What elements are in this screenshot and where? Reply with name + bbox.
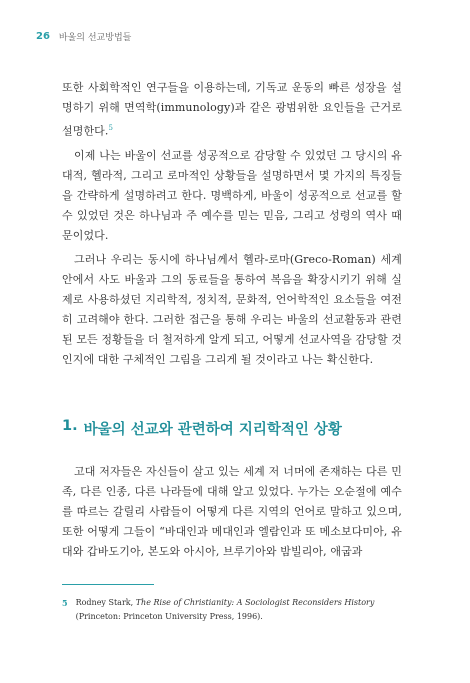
section-body bbox=[62, 462, 402, 562]
paragraph: 이제 나는 바울이 선교를 성공적으로 감당할 수 있었던 그 당시의 유대적, 헬라적, 그리고 로마적인 상황들을 설명하면서 몇 가지의 특징들을 간략하게 설명하려고 한다. 명백하게, 바울이 성공적으로 선교를 할 수 있었던 것은 하나님과 주 예수를 믿는 믿음, 그리고 성령의 역사 때문이었다. bbox=[62, 148, 402, 242]
section-title: 바울의 선교와 관련하여 지리학적인 상황 bbox=[83, 422, 342, 438]
section-heading bbox=[62, 418, 402, 439]
footnote-book-title: The Rise of Christianity: A Sociologist Reconsiders History bbox=[135, 598, 375, 607]
running-title: 바울의 선교방법들 bbox=[58, 33, 132, 43]
paragraph-text: 또한 사회학적인 연구들을 이용하는데, 기독교 운동의 빠른 성장을 설명하기 위해 면역학(immunology)과 같은 광범위한 요인들을 근거로 설명한다. bbox=[62, 81, 402, 138]
paragraph bbox=[62, 78, 402, 142]
footnote-number: 5 bbox=[62, 598, 68, 608]
footnote-divider bbox=[62, 584, 154, 585]
section-number: 1. bbox=[62, 418, 78, 434]
paragraph: 고대 저자들은 자신들이 살고 있는 세계 저 너머에 존재하는 다른 민족, 다른 인종, 다른 나라들에 대해 알고 있었다. 누가는 오순절에 예수를 따르는 갈릴리 사람들이 어떻게 다른 지역의 언어로 말하고 있으며, 또한 어떻게 그들이 “바대인과 메대인과 엘람인과 또 메소보다미아, 유대와 갑바도기아, 본도와 아시아, 브루기아와 밤빌리아, 애굽과 bbox=[62, 465, 402, 558]
page-number: 26 bbox=[36, 31, 50, 42]
body-text bbox=[62, 78, 402, 374]
footnote-publisher: (Princeton: Princeton University Press, 1996). bbox=[75, 612, 263, 621]
footnote-text bbox=[76, 596, 402, 624]
page-header bbox=[36, 30, 131, 43]
paragraph: 그러나 우리는 동시에 하나님께서 헬라-로마(Greco-Roman) 세계 안에서 사도 바울과 그의 동료들을 통하여 복음을 확장시키기 위해 실제로 사용하셨던 지리학적, 정치적, 문화적, 언어학적인 요소들을 여전히 고려해야 한다. 그러한 접근을 통해 우리는 바울의 선교활동과 관련된 모든 정황들을 더 철저하게 알게 되고, 어떻게 선교사역을 감당할 것인지에 대한 구체적인 그림을 그리게 될 것이라고 나는 확신한다. bbox=[62, 252, 402, 366]
footnote bbox=[62, 596, 402, 624]
footnote-ref[interactable]: 5 bbox=[108, 124, 114, 132]
footnote-author: Rodney Stark, bbox=[75, 598, 134, 607]
